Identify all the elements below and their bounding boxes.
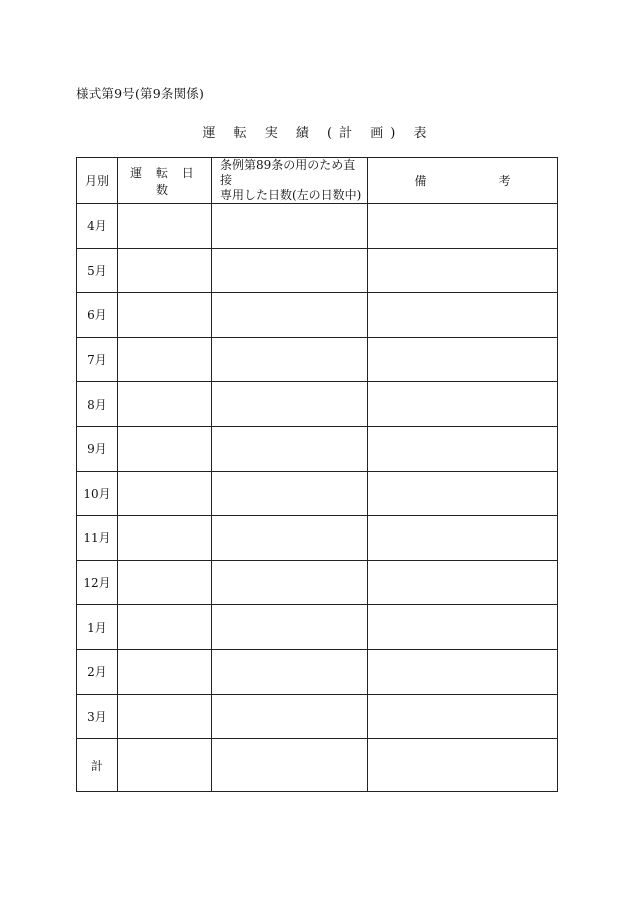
table-row	[77, 471, 558, 516]
operating-days-cell[interactable]	[118, 426, 212, 471]
direct-use-days-cell[interactable]	[212, 248, 368, 293]
remarks-cell[interactable]	[368, 382, 558, 427]
remarks-cell[interactable]	[368, 694, 558, 739]
month-cell: 8月	[77, 382, 118, 427]
form-number-label: 様式第9号(第9条関係)	[76, 86, 205, 101]
operating-days-column-header: 運 転 日 数	[118, 158, 212, 204]
month-cell: 3月	[77, 694, 118, 739]
operating-days-cell[interactable]	[118, 694, 212, 739]
table-row	[77, 426, 558, 471]
remarks-cell[interactable]	[368, 248, 558, 293]
table-row	[77, 382, 558, 427]
operating-days-cell[interactable]	[118, 248, 212, 293]
direct-use-days-cell[interactable]	[212, 694, 368, 739]
operating-days-cell[interactable]	[118, 471, 212, 516]
remarks-cell[interactable]	[368, 649, 558, 694]
remarks-cell[interactable]	[368, 426, 558, 471]
total-label-cell: 計	[77, 739, 118, 792]
month-cell: 2月	[77, 649, 118, 694]
remarks-cell[interactable]	[368, 471, 558, 516]
operating-days-cell[interactable]	[118, 382, 212, 427]
table-row	[77, 605, 558, 650]
table-row	[77, 694, 558, 739]
direct-use-days-cell[interactable]	[212, 382, 368, 427]
operating-days-cell[interactable]	[118, 204, 212, 249]
month-cell: 9月	[77, 426, 118, 471]
month-cell: 10月	[77, 471, 118, 516]
month-cell: 1月	[77, 605, 118, 650]
operation-record-table	[76, 157, 558, 792]
operating-days-cell[interactable]	[118, 560, 212, 605]
remarks-header-part2: 考	[498, 174, 511, 188]
direct-use-days-cell[interactable]	[212, 293, 368, 338]
operating-days-cell[interactable]	[118, 649, 212, 694]
operating-days-cell[interactable]	[118, 293, 212, 338]
remarks-header-part1: 備	[414, 174, 427, 188]
direct-use-days-cell[interactable]	[212, 471, 368, 516]
remarks-cell[interactable]	[368, 204, 558, 249]
operating-days-cell[interactable]	[118, 605, 212, 650]
month-cell: 7月	[77, 337, 118, 382]
month-cell: 12月	[77, 560, 118, 605]
total-row	[77, 739, 558, 792]
table-row	[77, 516, 558, 561]
table-row	[77, 293, 558, 338]
remarks-cell[interactable]	[368, 293, 558, 338]
table-row	[77, 337, 558, 382]
document-title: 運 転 実 績 (計 画) 表	[202, 126, 434, 141]
operating-days-cell[interactable]	[118, 337, 212, 382]
month-cell: 6月	[77, 293, 118, 338]
direct-use-days-cell[interactable]	[212, 649, 368, 694]
month-rows	[77, 204, 558, 739]
direct-use-days-header-line1: 条例第89条の用のため直接	[220, 158, 356, 187]
direct-use-days-cell[interactable]	[212, 560, 368, 605]
month-cell: 5月	[77, 248, 118, 293]
table-row	[77, 649, 558, 694]
direct-use-days-header-line2: 専用した日数(左の日数中)	[220, 188, 362, 202]
table-header-row	[77, 158, 558, 204]
direct-use-days-cell[interactable]	[212, 337, 368, 382]
month-column-header: 月別	[77, 158, 118, 204]
operating-days-cell[interactable]	[118, 516, 212, 561]
table-row	[77, 560, 558, 605]
remarks-column-header	[368, 158, 558, 204]
table-row	[77, 248, 558, 293]
remarks-cell[interactable]	[368, 605, 558, 650]
month-cell: 11月	[77, 516, 118, 561]
direct-use-days-cell[interactable]	[212, 426, 368, 471]
remarks-cell[interactable]	[368, 337, 558, 382]
direct-use-days-cell[interactable]	[212, 204, 368, 249]
total-remarks-cell[interactable]	[368, 739, 558, 792]
remarks-cell[interactable]	[368, 516, 558, 561]
month-cell: 4月	[77, 204, 118, 249]
total-operating-days-cell[interactable]	[118, 739, 212, 792]
table-row	[77, 204, 558, 249]
remarks-cell[interactable]	[368, 560, 558, 605]
direct-use-days-cell[interactable]	[212, 605, 368, 650]
direct-use-days-cell[interactable]	[212, 516, 368, 561]
total-direct-use-days-cell[interactable]	[212, 739, 368, 792]
direct-use-days-column-header	[212, 158, 368, 204]
